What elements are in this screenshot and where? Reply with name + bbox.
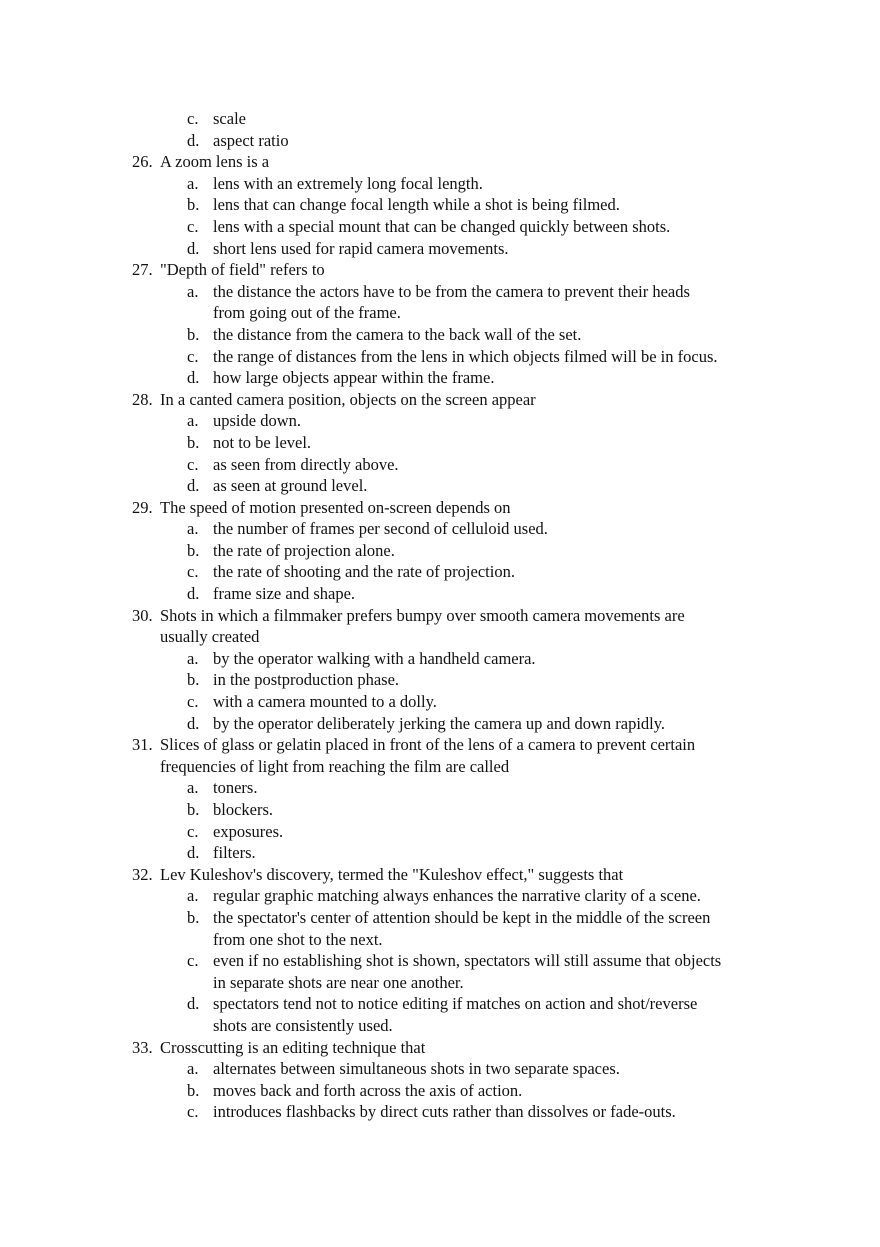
answer-option (0, 713, 880, 735)
option-text: frame size and shape. (213, 584, 356, 604)
option-text: toners. (213, 778, 258, 798)
question-line (0, 864, 880, 886)
option-text: by the operator deliberately jerking the camera up and down rapidly. (213, 713, 666, 733)
answer-option (0, 346, 880, 368)
option-text: the range of distances from the lens in which objects filmed will be in focus. (213, 346, 718, 366)
option-letter: c. (187, 454, 199, 474)
quiz-page (0, 108, 880, 1123)
option-letter: a. (187, 173, 199, 193)
answer-option (0, 454, 880, 476)
answer-option (0, 583, 880, 605)
answer-option (0, 993, 880, 1015)
question-text: frequencies of light from reaching the film are called (160, 756, 510, 776)
option-letter: c. (187, 951, 199, 971)
option-letter: d. (187, 713, 200, 733)
option-letter: b. (187, 1080, 200, 1100)
option-text: the distance from the camera to the back wall of the set. (213, 324, 582, 344)
answer-option (0, 842, 880, 864)
option-text: spectators tend not to notice editing if matches on action and shot/reverse (213, 994, 698, 1014)
option-text: as seen at ground level. (213, 476, 368, 496)
option-text: in the postproduction phase. (213, 670, 400, 690)
option-letter: c. (187, 216, 199, 236)
option-letter: b. (187, 324, 200, 344)
answer-option (0, 669, 880, 691)
option-text: aspect ratio (213, 130, 289, 150)
option-text: filters. (213, 843, 256, 863)
option-text: in separate shots are near one another. (213, 972, 464, 992)
option-letter: c. (187, 821, 199, 841)
option-text: the rate of shooting and the rate of projection. (213, 562, 515, 582)
option-text: introduces flashbacks by direct cuts rather than dissolves or fade-outs. (213, 1102, 676, 1122)
option-letter: c. (187, 562, 199, 582)
option-letter: d. (187, 994, 200, 1014)
question-text: A zoom lens is a (160, 152, 270, 172)
answer-option (0, 518, 880, 540)
answer-option (0, 561, 880, 583)
option-text: the distance the actors have to be from the camera to prevent their heads (213, 281, 690, 301)
question-text: "Depth of field" refers to (160, 260, 325, 280)
answer-option (0, 281, 880, 303)
option-text: the number of frames per second of celluloid used. (213, 519, 548, 539)
option-text: shots are consistently used. (213, 1015, 393, 1035)
option-text: as seen from directly above. (213, 454, 399, 474)
option-letter: a. (187, 778, 199, 798)
option-letter: a. (187, 1059, 199, 1079)
option-letter: d. (187, 584, 200, 604)
option-text: lens that can change focal length while a shot is being filmed. (213, 195, 620, 215)
answer-option (0, 1080, 880, 1102)
answer-option (0, 173, 880, 195)
question-line (0, 497, 880, 519)
option-text: alternates between simultaneous shots in two separate spaces. (213, 1059, 620, 1079)
question-text: Slices of glass or gelatin placed in front of the lens of a camera to prevent certain (160, 735, 696, 755)
answer-option (0, 238, 880, 260)
option-letter: a. (187, 648, 199, 668)
question-text: Shots in which a filmmaker prefers bumpy over smooth camera movements are (160, 605, 685, 625)
question-number: 32. (132, 864, 153, 884)
option-letter: b. (187, 432, 200, 452)
option-letter: d. (187, 476, 200, 496)
answer-option (0, 475, 880, 497)
answer-option-continued (0, 302, 880, 324)
answer-option (0, 1058, 880, 1080)
option-text: how large objects appear within the frame. (213, 368, 495, 388)
question-line (0, 1037, 880, 1059)
answer-option (0, 216, 880, 238)
answer-option (0, 691, 880, 713)
option-text: not to be level. (213, 432, 312, 452)
question-line-continued (0, 626, 880, 648)
answer-option (0, 1101, 880, 1123)
question-line (0, 389, 880, 411)
option-text: even if no establishing shot is shown, spectators will still assume that objects (213, 951, 722, 971)
option-text: upside down. (213, 411, 301, 431)
option-letter: b. (187, 195, 200, 215)
answer-option (0, 885, 880, 907)
question-line-continued (0, 756, 880, 778)
answer-option (0, 108, 880, 130)
option-letter: c. (187, 1102, 199, 1122)
answer-option (0, 799, 880, 821)
answer-option (0, 432, 880, 454)
option-text: exposures. (213, 821, 284, 841)
question-line (0, 259, 880, 281)
option-text: short lens used for rapid camera movements. (213, 238, 509, 258)
question-text: Lev Kuleshov's discovery, termed the "Kuleshov effect," suggests that (160, 864, 624, 884)
question-number: 31. (132, 735, 153, 755)
answer-option (0, 648, 880, 670)
option-letter: b. (187, 670, 200, 690)
answer-option-continued (0, 972, 880, 994)
answer-option (0, 367, 880, 389)
answer-option (0, 130, 880, 152)
option-letter: c. (187, 346, 199, 366)
answer-option (0, 324, 880, 346)
answer-option (0, 194, 880, 216)
answer-option (0, 821, 880, 843)
answer-option (0, 950, 880, 972)
question-text: Crosscutting is an editing technique that (160, 1037, 426, 1057)
option-text: the spectator's center of attention should be kept in the middle of the screen (213, 907, 711, 927)
option-text: the rate of projection alone. (213, 540, 395, 560)
option-letter: b. (187, 907, 200, 927)
option-letter: b. (187, 540, 200, 560)
option-text: with a camera mounted to a dolly. (213, 692, 437, 712)
option-letter: a. (187, 281, 199, 301)
question-number: 28. (132, 389, 153, 409)
answer-option (0, 777, 880, 799)
question-line (0, 734, 880, 756)
question-number: 33. (132, 1037, 153, 1057)
question-text: usually created (160, 627, 260, 647)
option-text: scale (213, 109, 246, 128)
option-letter: a. (187, 411, 199, 431)
option-letter: c. (187, 692, 199, 712)
option-letter: a. (187, 519, 199, 539)
option-text: from going out of the frame. (213, 303, 401, 323)
option-text: lens with an extremely long focal length. (213, 173, 483, 193)
option-letter: d. (187, 368, 200, 388)
answer-option (0, 907, 880, 929)
option-letter: d. (187, 130, 200, 150)
option-letter: b. (187, 800, 200, 819)
question-number: 27. (132, 260, 153, 280)
answer-option (0, 410, 880, 432)
question-number: 26. (132, 152, 153, 172)
option-text: lens with a special mount that can be changed quickly between shots. (213, 216, 671, 236)
option-text: blockers. (213, 800, 274, 819)
answer-option-continued (0, 1015, 880, 1037)
option-text: regular graphic matching always enhances the narrative clarity of a scene. (213, 886, 701, 906)
option-text: from one shot to the next. (213, 929, 383, 949)
question-line (0, 151, 880, 173)
option-text: by the operator walking with a handheld camera. (213, 648, 536, 668)
option-text: moves back and forth across the axis of action. (213, 1080, 523, 1100)
question-text: The speed of motion presented on-screen depends on (160, 497, 511, 517)
option-letter: d. (187, 843, 200, 863)
question-number: 30. (132, 605, 153, 625)
question-number: 29. (132, 497, 153, 517)
question-line (0, 605, 880, 627)
answer-option-continued (0, 929, 880, 951)
question-text: In a canted camera position, objects on the screen appear (160, 389, 536, 409)
option-letter: c. (187, 109, 199, 128)
option-letter: a. (187, 886, 199, 906)
option-letter: d. (187, 238, 200, 258)
answer-option (0, 540, 880, 562)
